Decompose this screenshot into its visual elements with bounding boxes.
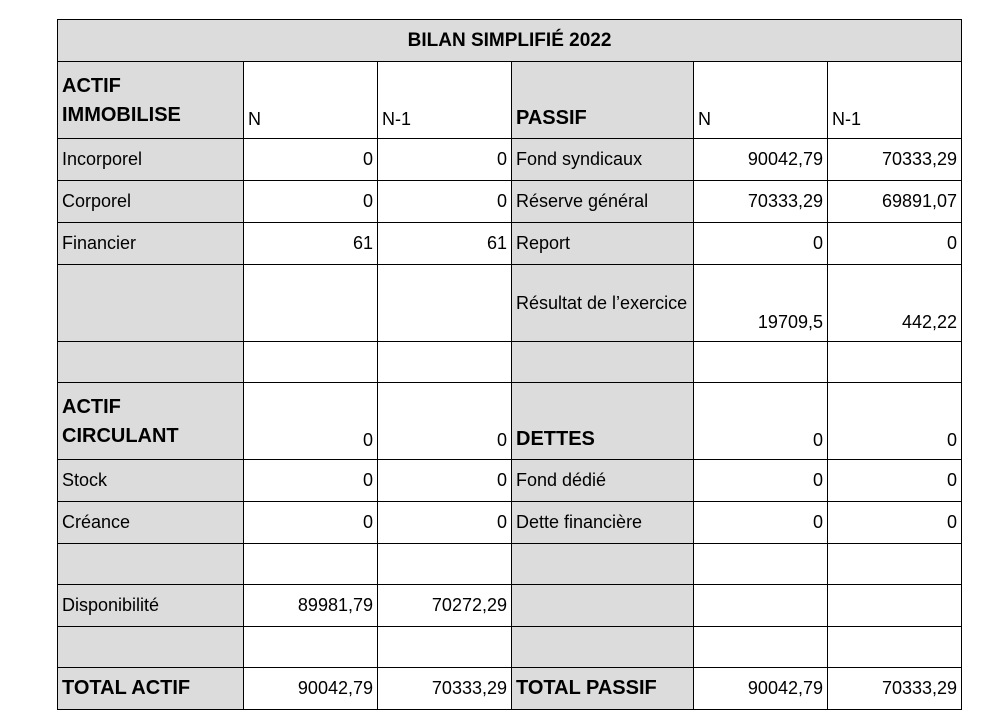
passif-n-header: N — [694, 62, 828, 139]
actif-n-value: 0 — [244, 181, 378, 223]
total-passif-label: TOTAL PASSIF — [512, 668, 694, 710]
actif-label: Financier — [58, 223, 244, 265]
passif-n-value — [694, 544, 828, 585]
actif-n-value: 0 — [244, 502, 378, 544]
actif-label: Corporel — [58, 181, 244, 223]
total-actif-n-value: 90042,79 — [244, 668, 378, 710]
passif-n-value: 0 — [694, 383, 828, 460]
total-row — [58, 668, 962, 710]
passif-n-value — [694, 342, 828, 383]
actif-n-value — [244, 265, 378, 342]
passif-n-value: 70333,29 — [694, 181, 828, 223]
passif-n1-value: 0 — [828, 383, 962, 460]
passif-n-value: 90042,79 — [694, 139, 828, 181]
spacer-row — [58, 342, 962, 383]
dettes-header: DETTES — [512, 383, 694, 460]
table-row — [58, 223, 962, 265]
actif-n-value — [244, 627, 378, 668]
passif-n-value — [694, 585, 828, 627]
actif-n-value: 0 — [244, 460, 378, 502]
actif-n1-value: 0 — [378, 460, 512, 502]
passif-n-value — [694, 627, 828, 668]
actif-n1-value — [378, 265, 512, 342]
actif-label: Stock — [58, 460, 244, 502]
actif-label — [58, 342, 244, 383]
table-row — [58, 460, 962, 502]
passif-label: Réserve général — [512, 181, 694, 223]
passif-n-value: 19709,5 — [694, 265, 828, 342]
spacer-row — [58, 627, 962, 668]
table-row — [58, 265, 962, 342]
actif-label: Incorporel — [58, 139, 244, 181]
actif-n1-value: 0 — [378, 139, 512, 181]
spacer-row — [58, 544, 962, 585]
passif-label: Fond dédié — [512, 460, 694, 502]
passif-n1-value: 0 — [828, 460, 962, 502]
actif-immobilise-header: ACTIF IMMOBILISE — [58, 62, 244, 139]
passif-n1-value: 442,22 — [828, 265, 962, 342]
passif-n1-value: 0 — [828, 502, 962, 544]
passif-label — [512, 342, 694, 383]
actif-n1-value — [378, 544, 512, 585]
actif-n-value — [244, 342, 378, 383]
passif-label: Dette financière — [512, 502, 694, 544]
table-row — [58, 139, 962, 181]
actif-label — [58, 265, 244, 342]
actif-n1-value — [378, 342, 512, 383]
passif-n1-value — [828, 627, 962, 668]
total-passif-n1-value: 70333,29 — [828, 668, 962, 710]
actif-n1-value: 0 — [378, 181, 512, 223]
passif-n-value: 0 — [694, 460, 828, 502]
passif-n1-value: 70333,29 — [828, 139, 962, 181]
actif-n-value: 89981,79 — [244, 585, 378, 627]
total-actif-n1-value: 70333,29 — [378, 668, 512, 710]
passif-n-value: 0 — [694, 502, 828, 544]
actif-circulant-header: ACTIF CIRCULANT — [58, 383, 244, 460]
actif-n1-value — [378, 627, 512, 668]
table-row — [58, 181, 962, 223]
section-header-row — [58, 383, 962, 460]
passif-n1-header: N-1 — [828, 62, 962, 139]
actif-label: Créance — [58, 502, 244, 544]
table-row — [58, 585, 962, 627]
passif-n1-value — [828, 585, 962, 627]
actif-n1-value: 0 — [378, 502, 512, 544]
actif-n1-value: 61 — [378, 223, 512, 265]
passif-n-value: 0 — [694, 223, 828, 265]
total-passif-n-value: 90042,79 — [694, 668, 828, 710]
title-row — [58, 20, 962, 62]
actif-label: Disponibilité — [58, 585, 244, 627]
passif-label — [512, 585, 694, 627]
passif-n1-value — [828, 342, 962, 383]
actif-n-value: 0 — [244, 139, 378, 181]
actif-n-header: N — [244, 62, 378, 139]
passif-label: Résultat de l’exercice — [512, 265, 694, 342]
bilan-table — [57, 19, 962, 710]
actif-n-value: 0 — [244, 383, 378, 460]
passif-label — [512, 627, 694, 668]
actif-n-value — [244, 544, 378, 585]
actif-label — [58, 544, 244, 585]
passif-n1-value — [828, 544, 962, 585]
passif-label: Report — [512, 223, 694, 265]
passif-header: PASSIF — [512, 62, 694, 139]
passif-label — [512, 544, 694, 585]
actif-n1-header: N-1 — [378, 62, 512, 139]
total-actif-label: TOTAL ACTIF — [58, 668, 244, 710]
passif-label: Fond syndicaux — [512, 139, 694, 181]
passif-n1-value: 0 — [828, 223, 962, 265]
passif-n1-value: 69891,07 — [828, 181, 962, 223]
actif-n1-value: 70272,29 — [378, 585, 512, 627]
table-row — [58, 502, 962, 544]
actif-n1-value: 0 — [378, 383, 512, 460]
actif-n-value: 61 — [244, 223, 378, 265]
actif-label — [58, 627, 244, 668]
table-title: BILAN SIMPLIFIÉ 2022 — [58, 20, 962, 62]
header-row — [58, 62, 962, 139]
